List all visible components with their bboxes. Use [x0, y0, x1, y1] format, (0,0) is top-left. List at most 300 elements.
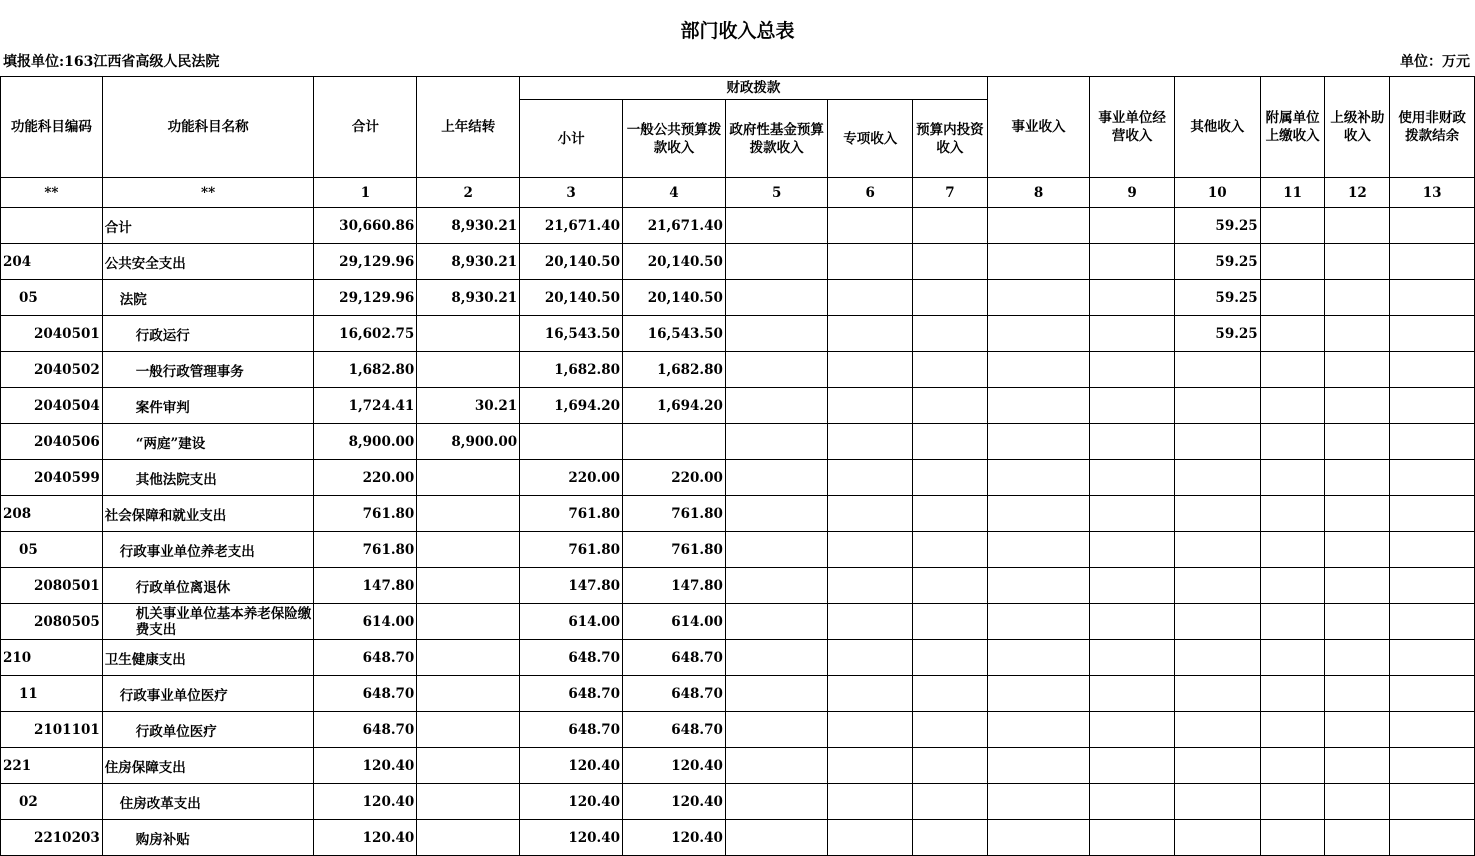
- cell-empty: [828, 424, 913, 460]
- cell-subtotal: 648.70: [520, 676, 623, 712]
- cell-carryover: 8,900.00: [417, 424, 520, 460]
- cell-empty: [1090, 352, 1175, 388]
- cell-empty: [1390, 676, 1475, 712]
- cell-empty: [1390, 784, 1475, 820]
- cell-empty: [725, 820, 828, 856]
- cell-empty: [725, 712, 828, 748]
- cell-other: [1174, 676, 1260, 712]
- cell-other: [1174, 388, 1260, 424]
- cell-empty: [725, 748, 828, 784]
- column-index: 13: [1390, 178, 1475, 208]
- header-affiliated: 附属单位上缴收入: [1260, 77, 1325, 178]
- cell-general: 20,140.50: [623, 244, 726, 280]
- cell-empty: [987, 676, 1090, 712]
- cell-subtotal: 20,140.50: [520, 244, 623, 280]
- cell-empty: [987, 568, 1090, 604]
- cell-empty: [1090, 640, 1175, 676]
- table-row: [1, 784, 1475, 820]
- cell-code: 11: [1, 676, 103, 712]
- cell-empty: [913, 424, 988, 460]
- cell-code: 2040599: [1, 460, 103, 496]
- cell-empty: [987, 352, 1090, 388]
- cell-empty: [1325, 640, 1390, 676]
- cell-empty: [987, 496, 1090, 532]
- cell-subtotal: 220.00: [520, 460, 623, 496]
- cell-empty: [1325, 280, 1390, 316]
- column-index-row: [1, 178, 1475, 208]
- cell-name: 其他法院支出: [102, 460, 314, 496]
- cell-code: 2040502: [1, 352, 103, 388]
- page-title: 部门收入总表: [680, 20, 795, 42]
- cell-empty: [725, 388, 828, 424]
- cell-name: 法院: [102, 280, 314, 316]
- cell-general: 120.40: [623, 820, 726, 856]
- cell-empty: [828, 820, 913, 856]
- cell-empty: [987, 640, 1090, 676]
- cell-empty: [1325, 712, 1390, 748]
- cell-code: 221: [1, 748, 103, 784]
- cell-empty: [1260, 352, 1325, 388]
- cell-general: 761.80: [623, 532, 726, 568]
- cell-name: 住房保障支出: [102, 748, 314, 784]
- cell-empty: [725, 424, 828, 460]
- cell-empty: [1090, 820, 1175, 856]
- cell-general: [623, 424, 726, 460]
- column-index: 12: [1325, 178, 1390, 208]
- cell-subtotal: 1,682.80: [520, 352, 623, 388]
- cell-code: 2101101: [1, 712, 103, 748]
- cell-empty: [1390, 244, 1475, 280]
- cell-carryover: [417, 784, 520, 820]
- cell-other: [1174, 820, 1260, 856]
- cell-general: 648.70: [623, 676, 726, 712]
- table-row: [1, 532, 1475, 568]
- cell-empty: [913, 604, 988, 640]
- cell-empty: [1325, 568, 1390, 604]
- header-other: 其他收入: [1174, 77, 1260, 178]
- cell-empty: [725, 208, 828, 244]
- cell-empty: [1260, 784, 1325, 820]
- cell-general: 220.00: [623, 460, 726, 496]
- cell-subtotal: 761.80: [520, 496, 623, 532]
- cell-general: 120.40: [623, 784, 726, 820]
- cell-empty: [1390, 604, 1475, 640]
- cell-empty: [1325, 496, 1390, 532]
- cell-carryover: [417, 496, 520, 532]
- cell-carryover: [417, 604, 520, 640]
- income-summary-table: [0, 76, 1475, 856]
- cell-empty: [987, 316, 1090, 352]
- cell-total: 761.80: [314, 532, 417, 568]
- cell-total: 120.40: [314, 784, 417, 820]
- cell-empty: [1325, 244, 1390, 280]
- currency-unit: 单位：万元: [1400, 54, 1470, 70]
- cell-empty: [1325, 604, 1390, 640]
- cell-empty: [1260, 388, 1325, 424]
- header-subtotal: 小计: [520, 100, 623, 178]
- cell-other: [1174, 604, 1260, 640]
- cell-empty: [987, 244, 1090, 280]
- cell-empty: [828, 316, 913, 352]
- cell-total: 29,129.96: [314, 280, 417, 316]
- cell-general: 1,694.20: [623, 388, 726, 424]
- cell-empty: [913, 640, 988, 676]
- cell-empty: [828, 532, 913, 568]
- cell-carryover: [417, 712, 520, 748]
- table-row: [1, 460, 1475, 496]
- cell-empty: [1325, 676, 1390, 712]
- cell-name: 行政单位离退休: [102, 568, 314, 604]
- cell-empty: [1390, 748, 1475, 784]
- cell-empty: [913, 676, 988, 712]
- cell-empty: [987, 208, 1090, 244]
- header-special: 专项收入: [828, 100, 913, 178]
- cell-empty: [913, 352, 988, 388]
- cell-subtotal: [520, 424, 623, 460]
- cell-code: 2080501: [1, 568, 103, 604]
- cell-empty: [828, 460, 913, 496]
- cell-general: 614.00: [623, 604, 726, 640]
- cell-empty: [1325, 208, 1390, 244]
- table-row: [1, 820, 1475, 856]
- cell-empty: [913, 496, 988, 532]
- cell-empty: [1390, 352, 1475, 388]
- cell-total: 1,724.41: [314, 388, 417, 424]
- cell-total: 29,129.96: [314, 244, 417, 280]
- cell-other: [1174, 460, 1260, 496]
- cell-subtotal: 147.80: [520, 568, 623, 604]
- header-budget-invest: 预算内投资收入: [913, 100, 988, 178]
- cell-empty: [725, 640, 828, 676]
- cell-empty: [1090, 280, 1175, 316]
- cell-empty: [828, 568, 913, 604]
- cell-other: [1174, 424, 1260, 460]
- cell-empty: [987, 604, 1090, 640]
- cell-empty: [913, 460, 988, 496]
- cell-subtotal: 120.40: [520, 748, 623, 784]
- cell-total: 648.70: [314, 676, 417, 712]
- cell-name: 合计: [102, 208, 314, 244]
- table-row: [1, 244, 1475, 280]
- cell-empty: [1390, 496, 1475, 532]
- cell-total: 761.80: [314, 496, 417, 532]
- cell-empty: [1325, 388, 1390, 424]
- cell-empty: [828, 712, 913, 748]
- cell-empty: [1325, 352, 1390, 388]
- cell-name: 公共安全支出: [102, 244, 314, 280]
- column-index: 9: [1090, 178, 1175, 208]
- cell-empty: [725, 676, 828, 712]
- cell-empty: [725, 316, 828, 352]
- cell-empty: [1260, 640, 1325, 676]
- table-row: [1, 316, 1475, 352]
- cell-empty: [828, 280, 913, 316]
- cell-empty: [1390, 532, 1475, 568]
- cell-other: 59.25: [1174, 208, 1260, 244]
- cell-empty: [828, 388, 913, 424]
- cell-empty: [913, 712, 988, 748]
- cell-name: 住房改革支出: [102, 784, 314, 820]
- cell-code: 2080505: [1, 604, 103, 640]
- cell-other: [1174, 748, 1260, 784]
- cell-empty: [828, 352, 913, 388]
- cell-empty: [1260, 280, 1325, 316]
- table-row: [1, 568, 1475, 604]
- cell-empty: [1390, 424, 1475, 460]
- table-row: [1, 352, 1475, 388]
- cell-other: [1174, 640, 1260, 676]
- cell-empty: [725, 568, 828, 604]
- cell-empty: [1090, 712, 1175, 748]
- cell-total: 147.80: [314, 568, 417, 604]
- column-index: 5: [725, 178, 828, 208]
- header-gov-fund: 政府性基金预算拨款收入: [725, 100, 828, 178]
- cell-other: [1174, 568, 1260, 604]
- cell-empty: [1390, 712, 1475, 748]
- cell-empty: [1390, 388, 1475, 424]
- cell-empty: [828, 496, 913, 532]
- cell-carryover: 8,930.21: [417, 208, 520, 244]
- cell-empty: [913, 568, 988, 604]
- cell-subtotal: 648.70: [520, 712, 623, 748]
- cell-subtotal: 16,543.50: [520, 316, 623, 352]
- cell-empty: [828, 208, 913, 244]
- cell-other: [1174, 532, 1260, 568]
- cell-empty: [913, 208, 988, 244]
- cell-total: 120.40: [314, 820, 417, 856]
- cell-subtotal: 120.40: [520, 820, 623, 856]
- table-row: [1, 640, 1475, 676]
- cell-carryover: [417, 640, 520, 676]
- cell-empty: [1090, 244, 1175, 280]
- cell-name: 案件审判: [102, 388, 314, 424]
- cell-empty: [913, 280, 988, 316]
- cell-name: 一般行政管理事务: [102, 352, 314, 388]
- cell-carryover: [417, 460, 520, 496]
- cell-empty: [1390, 316, 1475, 352]
- cell-empty: [1390, 568, 1475, 604]
- cell-code: 05: [1, 280, 103, 316]
- cell-empty: [1325, 532, 1390, 568]
- cell-name: 机关事业单位基本养老保险缴费支出: [102, 604, 314, 640]
- cell-general: 761.80: [623, 496, 726, 532]
- cell-name: “两庭”建设: [102, 424, 314, 460]
- cell-general: 648.70: [623, 640, 726, 676]
- cell-empty: [1090, 208, 1175, 244]
- column-index: **: [102, 178, 314, 208]
- cell-total: 648.70: [314, 640, 417, 676]
- column-index: 4: [623, 178, 726, 208]
- cell-code: 204: [1, 244, 103, 280]
- cell-empty: [987, 532, 1090, 568]
- cell-empty: [1090, 784, 1175, 820]
- cell-empty: [828, 604, 913, 640]
- cell-total: 614.00: [314, 604, 417, 640]
- cell-other: 59.25: [1174, 280, 1260, 316]
- cell-other: 59.25: [1174, 316, 1260, 352]
- reporting-unit: 填报单位:163江西省高级人民法院: [3, 54, 220, 70]
- column-index: 7: [913, 178, 988, 208]
- cell-empty: [725, 244, 828, 280]
- cell-name: 行政单位医疗: [102, 712, 314, 748]
- cell-empty: [913, 748, 988, 784]
- table-row: [1, 712, 1475, 748]
- cell-empty: [1260, 460, 1325, 496]
- cell-other: [1174, 496, 1260, 532]
- cell-empty: [987, 748, 1090, 784]
- cell-subtotal: 21,671.40: [520, 208, 623, 244]
- column-index: 3: [520, 178, 623, 208]
- cell-empty: [828, 784, 913, 820]
- cell-carryover: 30.21: [417, 388, 520, 424]
- cell-total: 16,602.75: [314, 316, 417, 352]
- cell-empty: [1260, 604, 1325, 640]
- header-superior: 上级补助收入: [1325, 77, 1390, 178]
- cell-empty: [987, 460, 1090, 496]
- column-index: 8: [987, 178, 1090, 208]
- cell-empty: [725, 532, 828, 568]
- cell-code: 02: [1, 784, 103, 820]
- cell-empty: [1090, 532, 1175, 568]
- cell-empty: [987, 784, 1090, 820]
- cell-empty: [1325, 316, 1390, 352]
- cell-general: 20,140.50: [623, 280, 726, 316]
- cell-carryover: [417, 316, 520, 352]
- cell-code: 2040504: [1, 388, 103, 424]
- cell-general: 16,543.50: [623, 316, 726, 352]
- column-index: 10: [1174, 178, 1260, 208]
- cell-code: 210: [1, 640, 103, 676]
- column-index: 1: [314, 178, 417, 208]
- cell-empty: [828, 676, 913, 712]
- cell-general: 21,671.40: [623, 208, 726, 244]
- cell-other: [1174, 784, 1260, 820]
- header-carryover: 上年结转: [417, 77, 520, 178]
- cell-other: [1174, 712, 1260, 748]
- cell-empty: [1260, 676, 1325, 712]
- cell-empty: [725, 280, 828, 316]
- header-total: 合计: [314, 77, 417, 178]
- cell-general: 147.80: [623, 568, 726, 604]
- cell-carryover: [417, 352, 520, 388]
- cell-subtotal: 614.00: [520, 604, 623, 640]
- cell-general: 120.40: [623, 748, 726, 784]
- cell-empty: [1260, 496, 1325, 532]
- cell-empty: [828, 748, 913, 784]
- cell-name: 购房补贴: [102, 820, 314, 856]
- cell-empty: [725, 352, 828, 388]
- cell-total: 8,900.00: [314, 424, 417, 460]
- cell-carryover: [417, 820, 520, 856]
- cell-empty: [1390, 820, 1475, 856]
- cell-empty: [1325, 820, 1390, 856]
- cell-empty: [1090, 316, 1175, 352]
- cell-empty: [1260, 532, 1325, 568]
- cell-empty: [1260, 748, 1325, 784]
- cell-carryover: 8,930.21: [417, 244, 520, 280]
- table-row: [1, 604, 1475, 640]
- cell-name: 社会保障和就业支出: [102, 496, 314, 532]
- cell-total: 1,682.80: [314, 352, 417, 388]
- cell-empty: [1090, 388, 1175, 424]
- cell-code: 2040506: [1, 424, 103, 460]
- cell-empty: [1260, 208, 1325, 244]
- cell-code: 05: [1, 532, 103, 568]
- header-name: 功能科目名称: [102, 77, 314, 178]
- cell-total: 120.40: [314, 748, 417, 784]
- cell-empty: [725, 784, 828, 820]
- cell-empty: [1090, 424, 1175, 460]
- cell-empty: [913, 316, 988, 352]
- cell-empty: [1090, 604, 1175, 640]
- cell-empty: [1090, 496, 1175, 532]
- cell-empty: [1090, 748, 1175, 784]
- header-operating: 事业单位经营收入: [1090, 77, 1175, 178]
- cell-general: 648.70: [623, 712, 726, 748]
- cell-empty: [1390, 280, 1475, 316]
- cell-empty: [1325, 748, 1390, 784]
- table-row: [1, 388, 1475, 424]
- cell-name: 行政事业单位养老支出: [102, 532, 314, 568]
- cell-empty: [1090, 568, 1175, 604]
- cell-empty: [725, 460, 828, 496]
- cell-empty: [1260, 820, 1325, 856]
- cell-total: 648.70: [314, 712, 417, 748]
- cell-empty: [913, 388, 988, 424]
- cell-empty: [913, 532, 988, 568]
- cell-name: 行政事业单位医疗: [102, 676, 314, 712]
- header-code: 功能科目编码: [1, 77, 103, 178]
- cell-empty: [725, 496, 828, 532]
- cell-empty: [1325, 784, 1390, 820]
- cell-carryover: [417, 568, 520, 604]
- cell-empty: [1260, 568, 1325, 604]
- table-row: [1, 496, 1475, 532]
- cell-subtotal: 1,694.20: [520, 388, 623, 424]
- cell-empty: [987, 280, 1090, 316]
- cell-subtotal: 761.80: [520, 532, 623, 568]
- cell-carryover: 8,930.21: [417, 280, 520, 316]
- cell-empty: [1260, 424, 1325, 460]
- header-non-fiscal: 使用非财政拨款结余: [1390, 77, 1475, 178]
- cell-empty: [1325, 424, 1390, 460]
- cell-empty: [828, 640, 913, 676]
- cell-empty: [987, 712, 1090, 748]
- cell-code: [1, 208, 103, 244]
- cell-subtotal: 20,140.50: [520, 280, 623, 316]
- cell-empty: [987, 388, 1090, 424]
- cell-code: 2210203: [1, 820, 103, 856]
- cell-carryover: [417, 532, 520, 568]
- cell-general: 1,682.80: [623, 352, 726, 388]
- cell-subtotal: 648.70: [520, 640, 623, 676]
- cell-empty: [1260, 316, 1325, 352]
- table-row: [1, 676, 1475, 712]
- cell-carryover: [417, 676, 520, 712]
- column-index: 2: [417, 178, 520, 208]
- table-row: [1, 424, 1475, 460]
- table-row: [1, 208, 1475, 244]
- cell-empty: [1260, 712, 1325, 748]
- cell-code: 2040501: [1, 316, 103, 352]
- column-index: 11: [1260, 178, 1325, 208]
- cell-empty: [1090, 460, 1175, 496]
- cell-empty: [913, 820, 988, 856]
- cell-empty: [1325, 460, 1390, 496]
- cell-empty: [987, 820, 1090, 856]
- cell-empty: [828, 244, 913, 280]
- column-index: **: [1, 178, 103, 208]
